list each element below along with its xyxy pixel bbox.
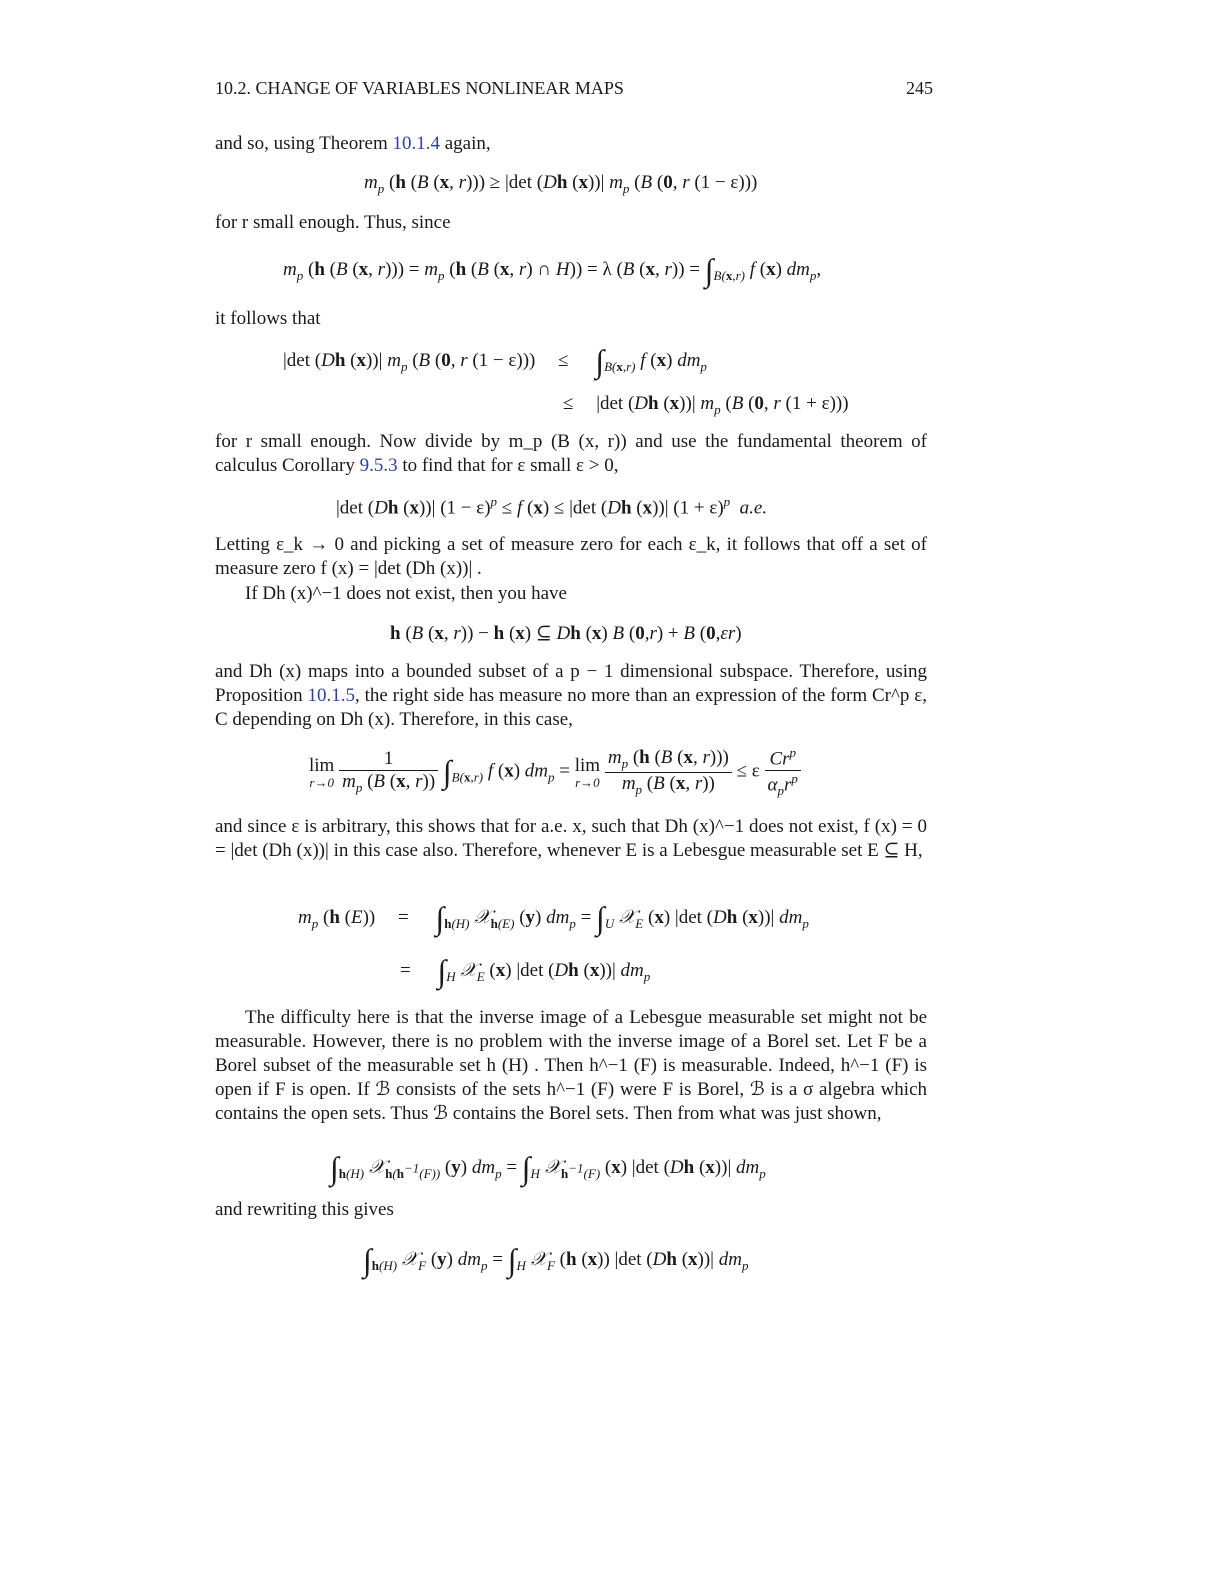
equation-9: $\int_{h(H)}$ 𝒳$_F$ (y) $dm_p = \int_H$ 𝒳$_F$ (h (x)) |det (Dh (x))| $dm_p$ xyxy=(363,1242,749,1278)
equation-7: $m_p$ (h $(E)) = \int_{h(H)}$ 𝒳$_{h(E)}$ (y) $dm_p = \int_U$ 𝒳$_E$ (x) |det (Dh (x))| $dm_p$ xyxy=(298,900,809,936)
paragraph-10: and rewriting this gives xyxy=(215,1199,394,1220)
paragraph-3: it follows that xyxy=(215,308,321,329)
equation-2: $m_p$ (h (B (x, $r))) = m_p$ (h (B (x, r) ∩ H)) = λ (B (x, $r)) = \int_{B(x,r)}$ f (x) $dm_p$, xyxy=(283,252,822,288)
page-number: 245 xyxy=(906,78,933,98)
equation-8: $\int_{h(H)}$ 𝒳$_{h(h^{-1}(F))}$ (y) $dm_p = \int_H$ 𝒳$_{h^{-1}(F)}$ (x) |det (Dh (x))| $dm_p$ xyxy=(330,1150,766,1186)
equation-3-line-2: ≤ |det (Dh (x))| $m_p$ (B (0, r (1 + ε))) xyxy=(563,393,849,417)
equation-3: |det (Dh (x))| $m_p$ (B (0, r $(1 - \varepsilon))) \le \int_{B(x,r)}$ f (x) $dm_p$ xyxy=(283,343,707,379)
equation-5: h (B (x, r)) − h (x) ⊆ Dh (x) B (0,r) + B (0,εr) xyxy=(390,623,742,644)
paragraph-4: for r small enough. Now divide by m_p (B (x, r)) and use the fundamental theorem of calculus Corollary 9.5.3 to find that for ε small ε > 0, xyxy=(215,431,927,476)
running-header: 10.2. CHANGE OF VARIABLES NONLINEAR MAPS xyxy=(215,78,624,98)
paragraph-8: and since ε is arbitrary, this shows that for a.e. x, such that Dh (x)^−1 does not exist, f (x) = 0 = |det (Dh (x))| in this case also. Therefore, whenever E is a Lebesgue measurable set E ⊆ H, xyxy=(215,816,927,861)
paragraph-5: Letting ε_k → 0 and picking a set of measure zero for each ε_k, it follows that off a set of measure zero f (x) = |det (Dh (x))| . xyxy=(215,534,927,579)
equation-7-line-2: = $\int_H$ 𝒳$_E$ (x) |det (Dh (x))| $dm_p$ xyxy=(400,953,651,989)
paragraph-2: for r small enough. Thus, since xyxy=(215,212,451,233)
paragraph-7: and Dh (x) maps into a bounded subset of a p − 1 dimensional subspace. Therefore, using Proposition 10.1.5, the right side has measure no more than an expression of the form Cr^p ε, C depending on Dh (x). Therefore, in this case, xyxy=(215,661,927,730)
theorem-link[interactable]: 10.1.4 xyxy=(392,133,440,154)
paragraph-1: and so, using Theorem 10.1.4 again, xyxy=(215,133,491,154)
equation-1: $m_p$ (h (B (x, r))) ≥ |det (Dh (x))| $m_p$ (B (0, r (1 − ε))) xyxy=(364,172,758,196)
paragraph-9: The difficulty here is that the inverse image of a Lebesgue measurable set might not be measurable. However, there is no problem with the inverse image of a Borel set. Let F be a Borel subset of the measurable set h (H) . Then h^−1 (F) is measurable. Indeed, h^−1 (F) is open if F is open. If ℬ consists of the sets h^−1 (F) were F is Borel, ℬ is a σ algebra which contains the open sets. Thus ℬ contains the Borel sets. Then from what was just shown, xyxy=(215,1007,927,1124)
proposition-link[interactable]: 10.1.5 xyxy=(307,685,355,706)
paragraph-6: If Dh (x)^−1 does not exist, then you have xyxy=(245,583,567,604)
equation-6: lim r→0 $\frac{1}{m_p (B (x, r))}$ $\int_{B(x,r)}$ f (x) $dm_p = \lim$ r→0 $\frac{m_p (h (B (x, r)))}{m_p (B (x, r))}$ ≤ ε $\frac{Cr^p}{\alpha_pr^p}$ xyxy=(309,745,801,799)
corollary-link[interactable]: 9.5.3 xyxy=(359,455,398,476)
equation-4: |det (Dh (x))| $(1 - \varepsilon)^p \le f$ (x) ≤ |det (Dh (x))| $(1 + \varepsilon)^p$ a.e. xyxy=(336,494,768,519)
